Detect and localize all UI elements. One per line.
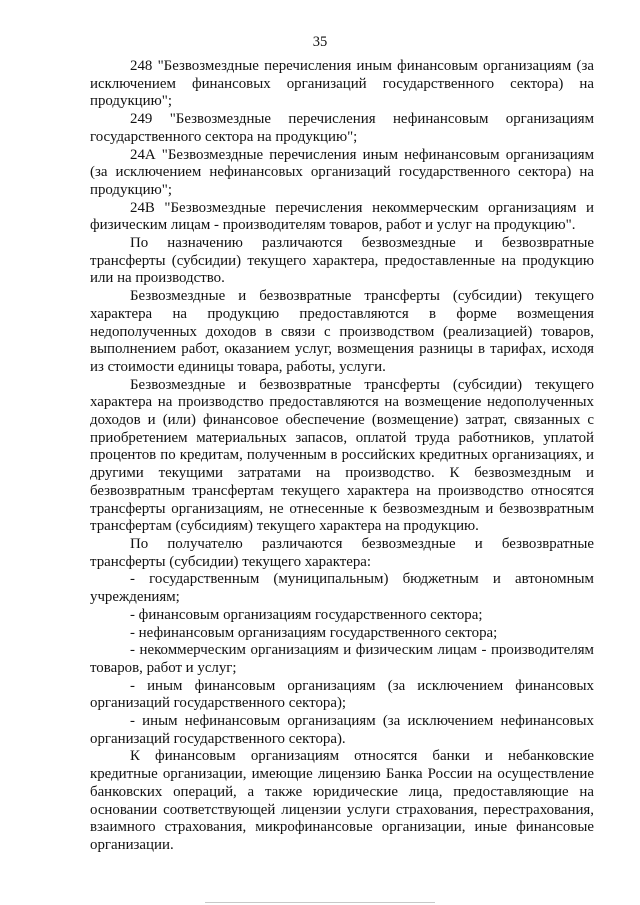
- list-item-other-financial: - иным финансовым организациям (за исключением финансовых организаций государственного сектора);: [90, 677, 594, 712]
- paragraph-code-248: 248 "Безвозмездные перечисления иным финансовым организациям (за исключением финансовых организаций государственного сектора) на продукцию";: [90, 58, 594, 110]
- paragraph-code-24a: 24А "Безвозмездные перечисления иным нефинансовым организациям (за исключением нефинансовых организаций государственного сектора) на продукцию";: [90, 146, 594, 198]
- list-item-nonfinancial-public: - нефинансовым организациям государственного сектора;: [130, 624, 498, 641]
- paragraph-by-purpose: По назначению различаются безвозмездные и безвозвратные трансферты (субсидии) текущего характера, предоставленные на продукцию или на производство.: [90, 235, 594, 287]
- paragraph-product-transfers: Безвозмездные и безвозвратные трансферты (субсидии) текущего характера на продукцию предоставляются в форме возмещения недополученных доходов в связи с производством (реализацией) товаров, выполнением работ, оказанием услуг, возмещения разницы в тарифах, исходя из стоимости единицы товара, работы, услуги.: [90, 288, 594, 375]
- paragraph-by-recipient: По получателю различаются безвозмездные и безвозвратные трансферты (субсидии) текущего характера:: [90, 535, 594, 570]
- paragraph-code-24v: 24В "Безвозмездные перечисления некоммерческим организациям и физическим лицам - производителям товаров, работ и услуг на продукцию".: [90, 199, 594, 234]
- list-item-budget-institutions: - государственным (муниципальным) бюджетным и автономным учреждениям;: [90, 571, 594, 606]
- document-body: [90, 58, 594, 855]
- list-item-other-nonfinancial: - иным нефинансовым организациям (за исключением нефинансовых организаций государственного сектора).: [90, 713, 594, 747]
- page-number: 35: [312, 34, 328, 50]
- list-item-nonprofit-individuals: - некоммерческим организациям и физическим лицам - производителям товаров, работ и услуг;: [90, 642, 594, 676]
- bottom-divider: [205, 902, 435, 903]
- list-item-financial-public: - финансовым организациям государственного сектора;: [130, 606, 483, 623]
- paragraph-code-249: 249 "Безвозмездные перечисления нефинансовым организациям государственного сектора на продукцию";: [90, 111, 594, 145]
- paragraph-production-transfers: Безвозмездные и безвозвратные трансферты (субсидии) текущего характера на производство предоставляются на возмещение недополученных доходов и (или) финансовое обеспечение (возмещение) затрат, связанных с приобретением материальных запасов, оплатой труда работников, уплатой процентов по кредитам, полученным в российских кредитных организациях, и другими текущими затратами на производство. К безвозмездным и безвозвратным трансфертам текущего характера на производство относятся трансферты организациям, не отнесенные к безвозмездным и безвозвратным трансфертам (субсидиям) текущего характера на продукцию.: [90, 376, 594, 535]
- paragraph-financial-organizations: К финансовым организациям относятся банки и небанковские кредитные организации, имеющие лицензию Банка России на осуществление банковских операций, а также юридические лица, предоставляющие на основании соответствующей лицензии услуги страхования, перестрахования, взаимного страхования, микрофинансовые организации, иные финансовые организации.: [90, 748, 594, 853]
